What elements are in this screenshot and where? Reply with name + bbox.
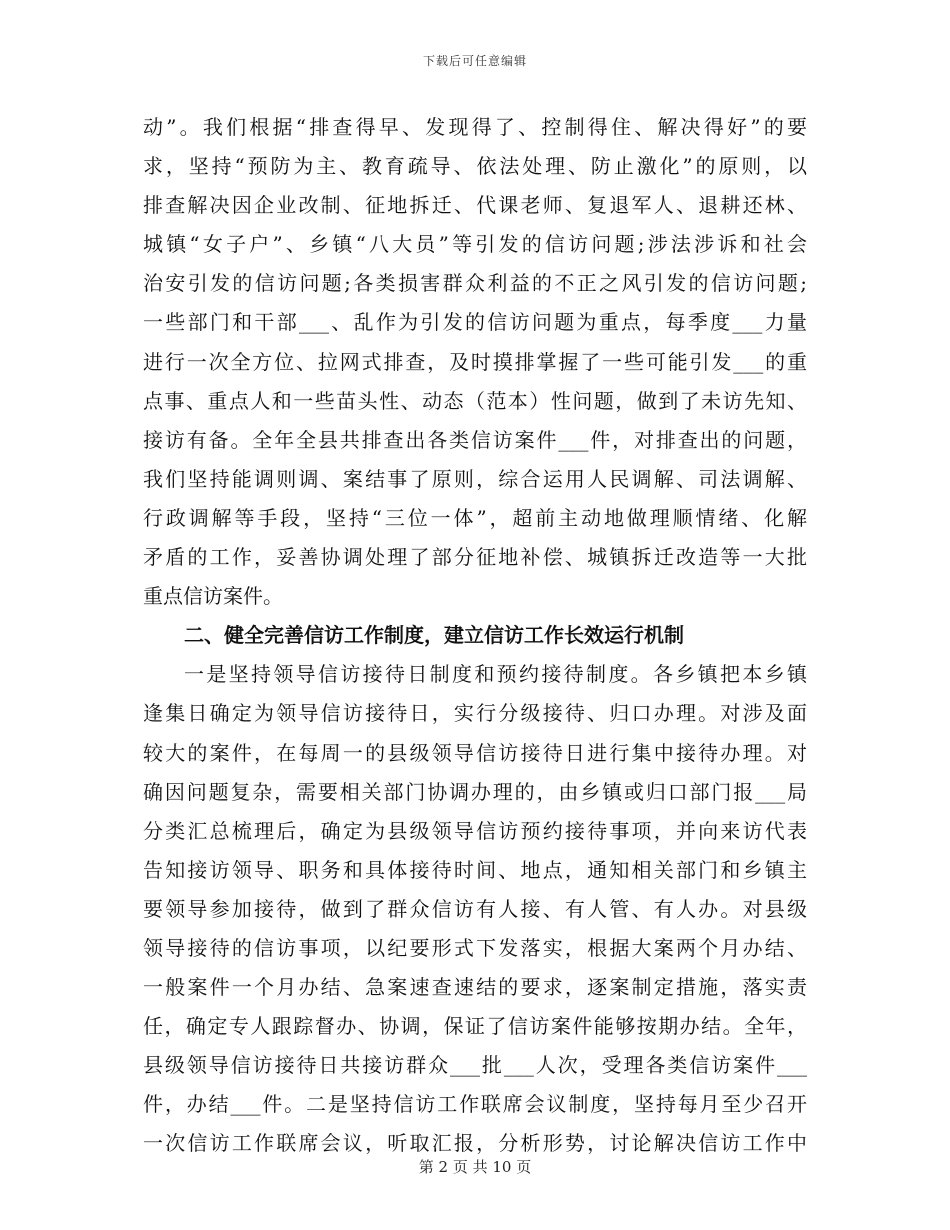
text-line: 点事、重点人和一些苗头性、动态（范本）性问题，做到了未访先知、	[143, 388, 807, 413]
body-text	[143, 108, 807, 1164]
text-line: 要领导参加接待，做到了群众信访有人接、有人管、有人办。对县级	[143, 896, 807, 921]
page-footer: 第 2 页 共 10 页	[418, 1158, 532, 1176]
text-line: 排查解决因企业改制、征地拆迁、代课老师、复退军人、退耕还林、	[143, 193, 807, 218]
text-line: 任，确定专人跟踪督办、协调，保证了信访案件能够按期办结。全年，	[143, 1014, 807, 1039]
section-heading: 二、健全完善信访工作制度，建立信访工作长效运行机制	[184, 623, 684, 648]
text-line: 告知接访领导、职务和具体接待时间、地点，通知相关部门和乡镇主	[143, 857, 807, 882]
text-line: 一般案件一个月办结、急案速查速结的要求，逐案制定措施，落实责	[143, 975, 807, 1000]
text-line: 重点信访案件。	[143, 584, 283, 609]
text-line: 进行一次全方位、拉网式排查，及时摸排掌握了一些可能引发___的重	[143, 349, 807, 374]
text-line: 城镇“女子户”、乡镇“八大员”等引发的信访问题;涉法涉诉和社会	[143, 232, 807, 257]
text-line: 求，坚持“预防为主、教育疏导、依法处理、防止激化”的原则，以	[143, 154, 807, 179]
text-line: 县级领导信访接待日共接访群众___批___人次，受理各类信访案件___	[143, 1053, 807, 1078]
text-line: 动”。我们根据“排查得早、发现得了、控制得住、解决得好”的要	[143, 115, 807, 139]
text-line: 较大的案件，在每周一的县级领导信访接待日进行集中接待办理。对	[143, 740, 807, 765]
text-line: 领导接待的信访事项，以纪要形式下发落实，根据大案两个月办结、	[143, 935, 807, 960]
text-line: 治安引发的信访问题;各类损害群众利益的不正之风引发的信访问题;	[143, 271, 807, 296]
text-line: 件，办结___件。二是坚持信访工作联席会议制度，坚持每月至少召开	[143, 1092, 807, 1117]
text-line: 矛盾的工作，妥善协调处理了部分征地补偿、城镇拆迁改造等一大批	[143, 545, 807, 570]
text-line: 接访有备。全年全县共排查出各类信访案件___件，对排查出的问题，	[143, 427, 807, 452]
text-line: 行政调解等手段，坚持“三位一体”，超前主动地做理顺情绪、化解	[143, 505, 807, 530]
text-line: 逢集日确定为领导信访接待日，实行分级接待、归口办理。对涉及面	[143, 701, 807, 726]
text-line: 我们坚持能调则调、案结事了原则，综合运用人民调解、司法调解、	[143, 466, 807, 491]
text-line: 一是坚持领导信访接待日制度和预约接待制度。各乡镇把本乡镇	[184, 662, 807, 687]
text-line: 一些部门和干部___、乱作为引发的信访问题为重点，每季度___力量	[143, 310, 807, 335]
text-line: 一次信访工作联席会议，听取汇报，分析形势，讨论解决信访工作中	[143, 1131, 807, 1156]
text-line: 确因问题复杂，需要相关部门协调办理的，由乡镇或归口部门报___局	[143, 779, 807, 804]
text-line: 分类汇总梳理后，确定为县级领导信访预约接待事项，并向来访代表	[143, 818, 807, 843]
page-header: 下载后可任意编辑	[422, 54, 527, 68]
